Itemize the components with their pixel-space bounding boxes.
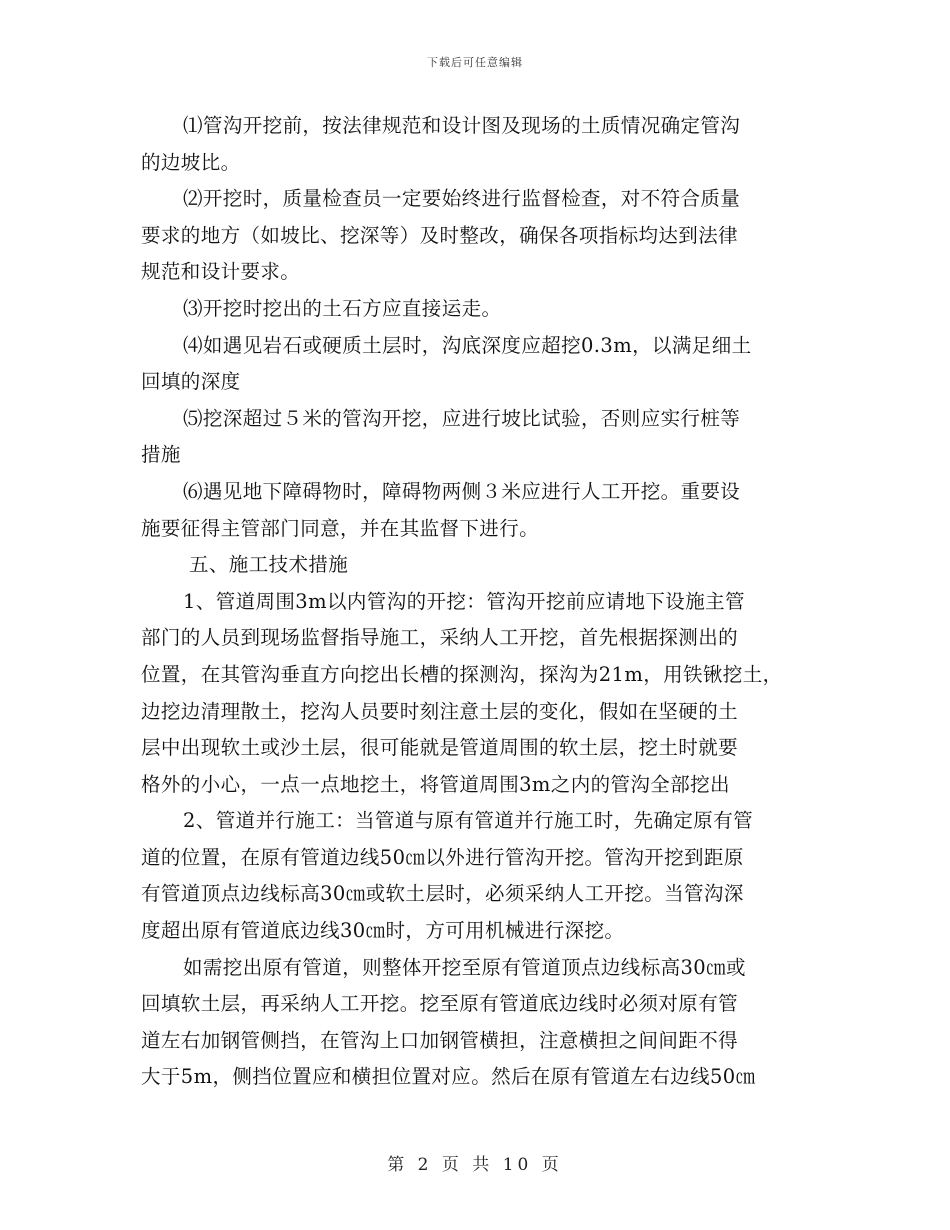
- text-line: ⑹遇见地下障碍物时，障碍物两侧３米应进行人工开挖。重要设: [183, 479, 741, 503]
- text-line: 的边坡比。: [141, 150, 241, 174]
- document-body: [141, 108, 811, 1096]
- text-line: 2、管道并行施工：当管道与原有管道并行施工时，先确定原有管: [183, 809, 754, 833]
- text-line: 格外的小心，一点一点地挖土，将管道周围3m之内的管沟全部挖出: [141, 772, 730, 796]
- text-line: ⑴管沟开挖前，按法律规范和设计图及现场的土质情况确定管沟: [183, 114, 741, 137]
- text-line: 层中出现软土或沙土层，很可能就是管道周围的软土层，挖土时就要: [141, 736, 739, 760]
- text-line: 规范和设计要求。: [141, 260, 301, 284]
- text-line: ⑶开挖时挖出的土石方应直接运走。: [183, 296, 502, 320]
- text-line: 回填的深度: [141, 370, 241, 394]
- text-line: ⑷如遇见岩石或硬质土层时，沟底深度应超挖0.3m，以满足细土: [183, 333, 752, 357]
- text-line: 度超出原有管道底边线30㎝时，方可用机械进行深挖。: [141, 919, 625, 943]
- text-line: 部门的人员到现场监督指导施工，采纳人工开挖，首先根据探测出的: [141, 626, 739, 650]
- text-line: 大于5m，侧挡位置应和横担位置对应。然后在原有管道左右边线50㎝: [141, 1065, 756, 1089]
- text-line: 1、管道周围3m以内管沟的开挖：管沟开挖前应请地下设施主管: [183, 589, 745, 613]
- page-footer: 第 2 页 共 10 页: [387, 1155, 563, 1175]
- text-line: 道的位置，在原有管道边线50㎝以外进行管沟开挖。管沟开挖到距原: [141, 845, 744, 869]
- text-line: 施要征得主管部门同意，并在其监督下进行。: [141, 516, 540, 540]
- text-line: 回填软土层，再采纳人工开挖。挖至原有管道底边线时必须对原有管: [141, 992, 739, 1016]
- text-line: 措施: [141, 443, 181, 467]
- text-line: 位置，在其管沟垂直方向挖出长槽的探测沟，探沟为21m，用铁锹挖土，: [141, 662, 783, 686]
- section-heading: 五、施工技术措施: [189, 553, 349, 577]
- text-line: ⑸挖深超过５米的管沟开挖，应进行坡比试验，否则应实行桩等: [183, 406, 741, 430]
- text-line: 边挖边清理散土，挖沟人员要时刻注意土层的变化，假如在坚硬的土: [141, 699, 739, 723]
- text-line: ⑵开挖时，质量检查员一定要始终进行监督检查，对不符合质量: [183, 187, 741, 211]
- page-header: 下载后可任意编辑: [427, 56, 523, 69]
- text-line: 如需挖出原有管道，则整体开挖至原有管道顶点边线标高30㎝或: [183, 955, 746, 979]
- text-line: 有管道顶点边线标高30㎝或软土层时，必须采纳人工开挖。当管沟深: [141, 882, 744, 906]
- text-line: 道左右加钢管侧挡，在管沟上口加钢管横担，注意横担之间间距不得: [141, 1028, 739, 1052]
- text-line: 要求的地方（如坡比、挖深等）及时整改，确保各项指标均达到法律: [141, 223, 739, 247]
